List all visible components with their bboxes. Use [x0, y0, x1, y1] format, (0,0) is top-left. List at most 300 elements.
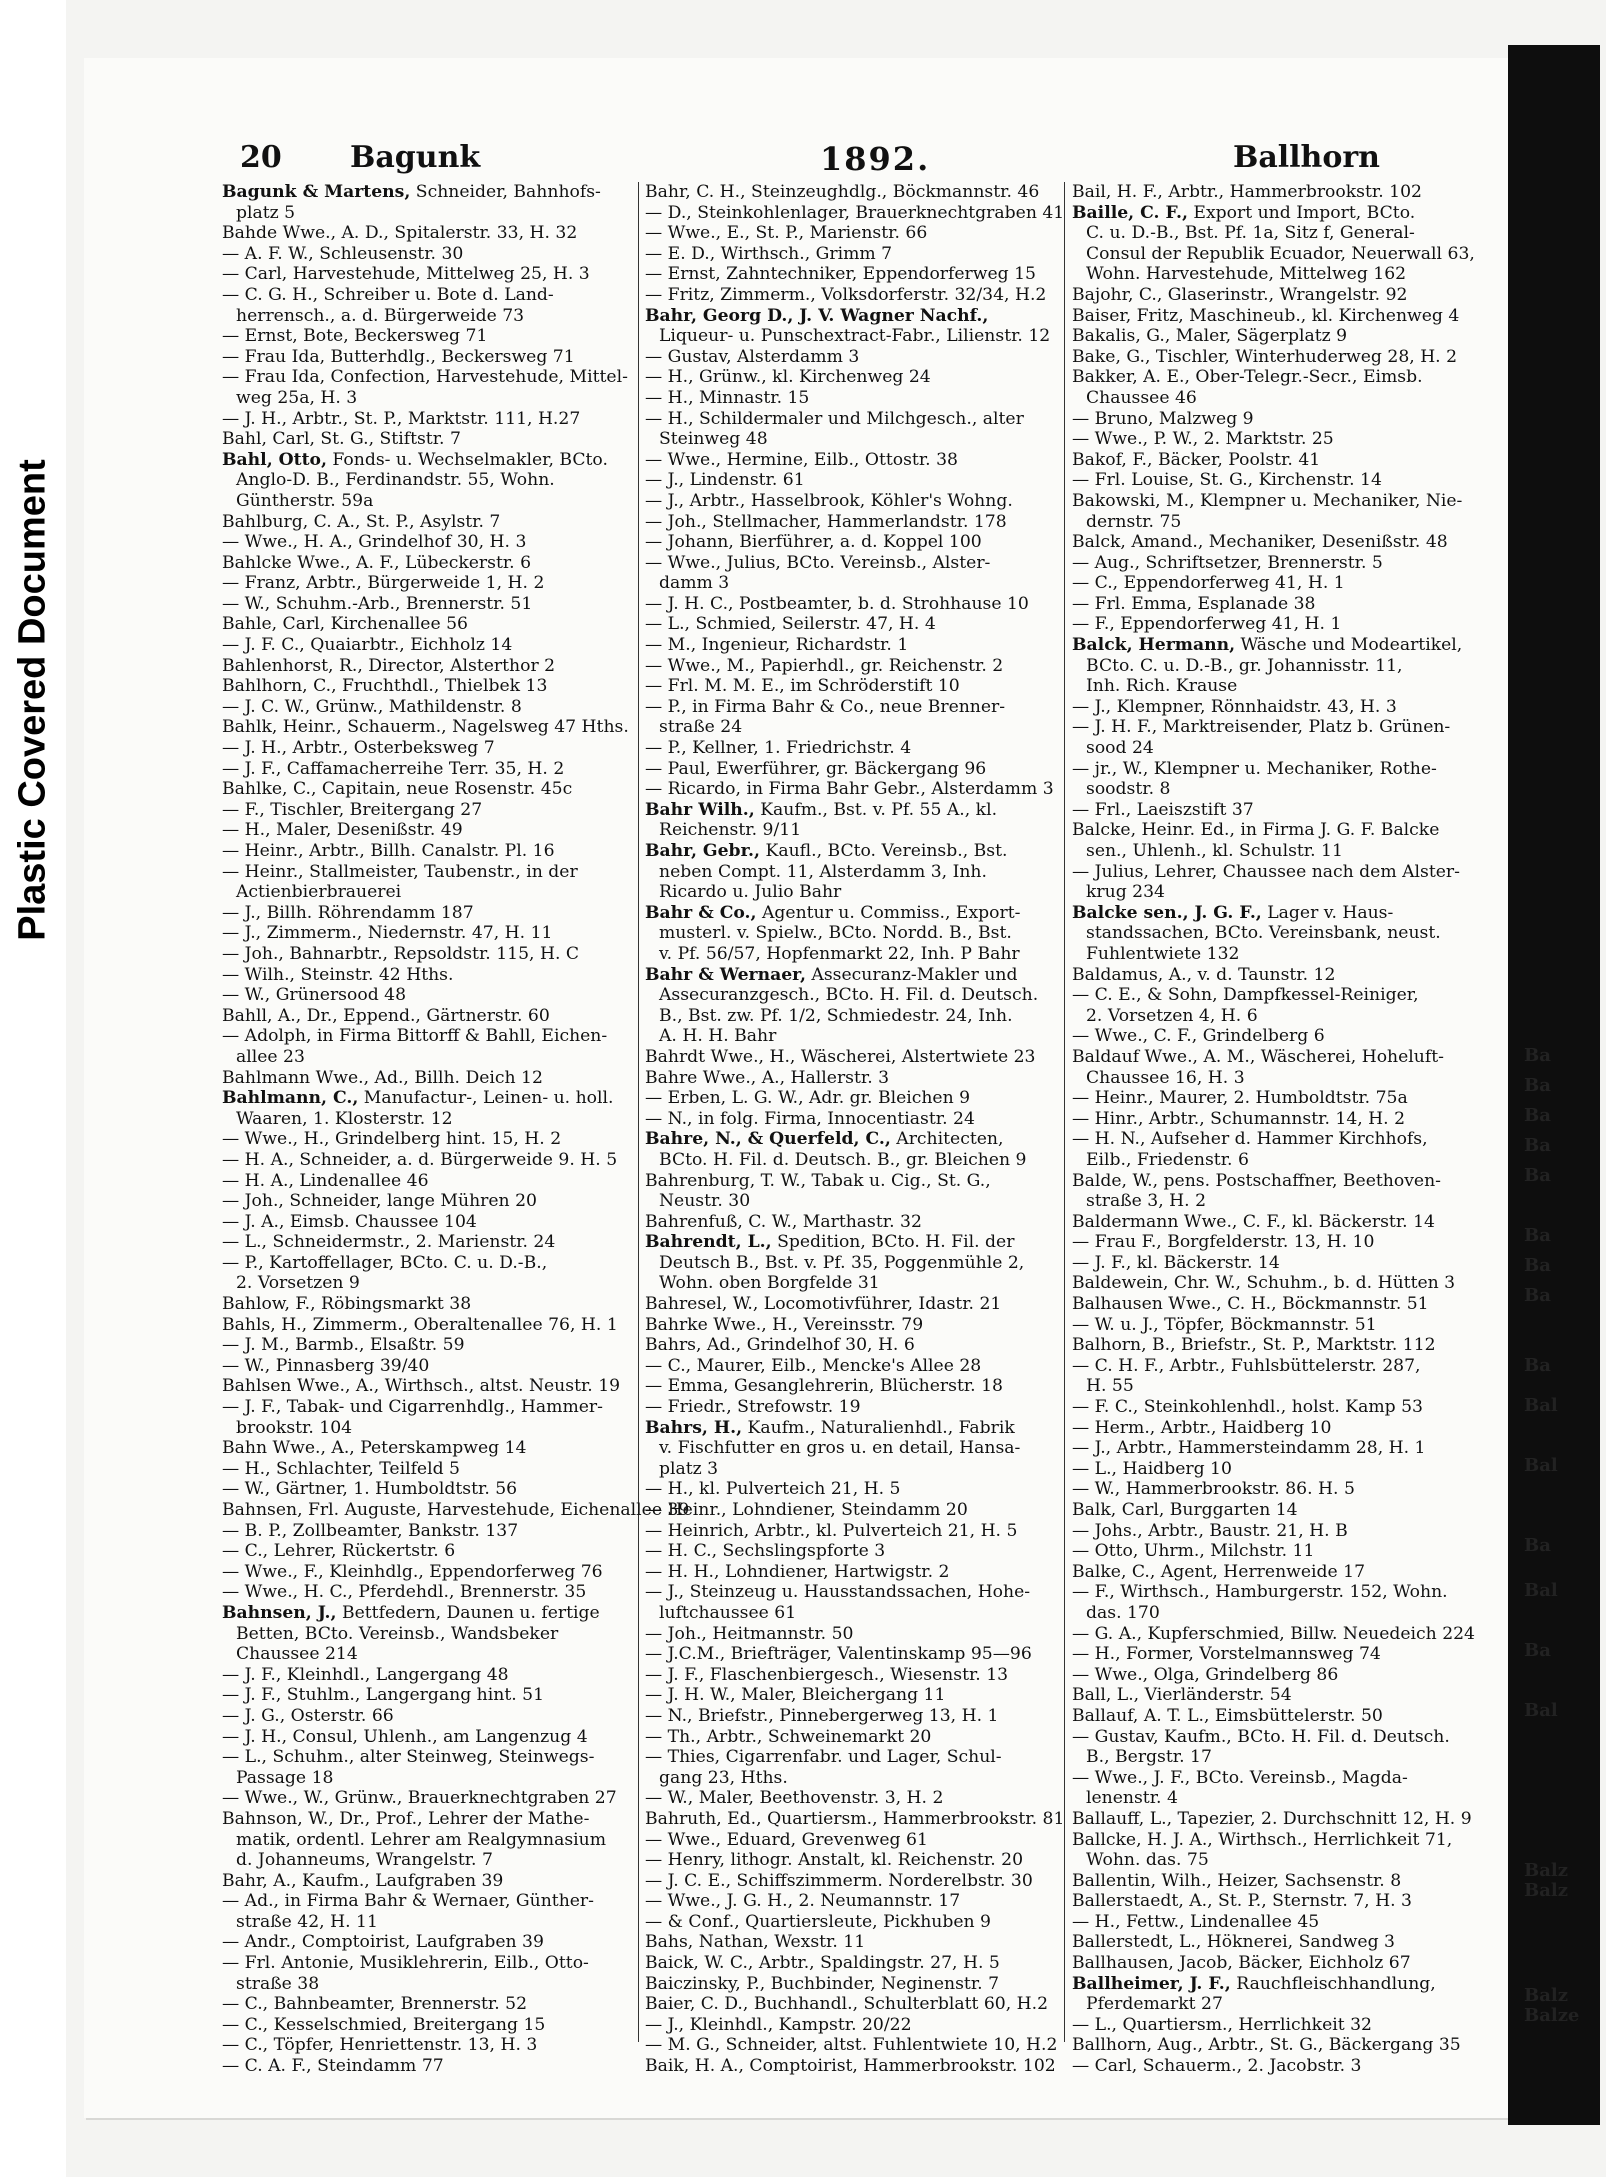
entry-text: allee 23 [236, 1046, 305, 1067]
directory-entry [645, 1582, 1070, 1603]
directory-entry [222, 676, 647, 697]
directory-entry [645, 532, 1070, 553]
entry-text: — Wwe., W., Grünw., Brauerknechtgraben 27 [222, 1788, 617, 1809]
directory-entry [645, 1315, 1070, 1336]
entry-text: Bakker, A. E., Ober-Telegr.-Secr., Eimsb. [1072, 367, 1423, 388]
entry-text: — J., Zimmerm., Niedernstr. 47, H. 11 [222, 923, 553, 944]
directory-entry [645, 285, 1070, 306]
entry-text: — W., Schuhm.-Arb., Brennerstr. 51 [222, 593, 533, 614]
entry-text: Güntherstr. 59a [236, 490, 374, 511]
entry-text: — J. H. C., Postbeamter, b. d. Strohhause 10 [645, 593, 1029, 614]
directory-entry [645, 841, 1070, 862]
directory-entry [222, 1912, 647, 1933]
directory-entry [645, 223, 1070, 244]
directory-entry [645, 1747, 1070, 1768]
entry-text: — Frl. Emma, Esplanade 38 [1072, 593, 1316, 614]
entry-text: Bahresel, W., Locomotivführer, Idastr. 21 [645, 1294, 1002, 1315]
entry-text: Balcke, Heinr. Ed., in Firma J. G. F. Balcke [1072, 820, 1440, 841]
entry-text: Bahre Wwe., A., Hallerstr. 3 [645, 1067, 890, 1088]
directory-entry [645, 450, 1070, 471]
directory-entry [222, 1397, 647, 1418]
entry-text: dernstr. 75 [1086, 511, 1182, 532]
entry-name-bold: Bahr, Gebr., [645, 841, 761, 861]
entry-text: — Wwe., C. F., Grindelberg 6 [1072, 1026, 1325, 1047]
entry-name-bold: Bahl, Otto, [222, 449, 327, 470]
edge-fragment: Bal [1524, 1395, 1558, 1416]
entry-text: — Wwe., H. C., Pferdehdl., Brennerstr. 35 [222, 1582, 587, 1603]
directory-entry [645, 264, 1070, 285]
directory-entry [1072, 2056, 1497, 2077]
directory-entry [222, 759, 647, 780]
entry-text: Bahl, Carl, St. G., Stiftstr. 7 [222, 429, 461, 450]
directory-entry [645, 594, 1070, 615]
entry-text: BCto. H. Fil. d. Deutsch. B., gr. Bleichen 9 [659, 1149, 1027, 1170]
entry-text: — M. G., Schneider, altst. Fuhlentwiete 10, H.2 [645, 2035, 1058, 2056]
entry-text: — Johann, Bierführer, a. d. Koppel 100 [645, 532, 982, 553]
entry-text: Agentur u. Commiss., Export- [756, 902, 1021, 923]
entry-text: Bahrdt Wwe., H., Wäscherei, Alstertwiete 23 [645, 1046, 1036, 1067]
entry-text: Baiczinsky, P., Buchbinder, Neginenstr. 7 [645, 1973, 1000, 1994]
directory-entry [222, 1788, 647, 1809]
directory-entry [222, 635, 647, 656]
entry-text: — J. F., Stuhlm., Langergang hint. 51 [222, 1685, 545, 1706]
entry-text: — J. H. W., Maler, Bleichergang 11 [645, 1685, 946, 1706]
entry-text: — Wilh., Steinstr. 42 Hths. [222, 964, 454, 985]
entry-text: Ball, L., Vierländerstr. 54 [1072, 1685, 1292, 1706]
entry-text: — J. M., Barmb., Elsaßtr. 59 [222, 1335, 465, 1356]
directory-entry [1072, 1047, 1497, 1068]
entry-text: — Ricardo, in Firma Bahr Gebr., Alsterdamm 3 [645, 779, 1054, 800]
directory-entry [1072, 1315, 1497, 1336]
entry-text: — J., Steinzeug u. Hausstandssachen, Hohe- [645, 1582, 1031, 1603]
entry-text: Bahrenfuß, C. W., Marthastr. 32 [645, 1211, 922, 1232]
directory-entry [222, 1026, 647, 1047]
directory-entry [645, 944, 1070, 965]
entry-text: — J. A., Eimsb. Chaussee 104 [222, 1211, 477, 1232]
directory-entry [645, 717, 1070, 738]
entry-text: — L., Schneidermstr., 2. Marienstr. 24 [222, 1232, 556, 1253]
directory-entry [645, 1335, 1070, 1356]
directory-entry [1072, 1232, 1497, 1253]
entry-text: — Wwe., H. A., Grindelhof 30, H. 3 [222, 532, 527, 553]
entry-text: Kaufm., Naturalienhdl., Fabrik [742, 1417, 1015, 1438]
edge-fragment: Ba [1524, 1225, 1551, 1246]
directory-entry [645, 1191, 1070, 1212]
directory-entry [645, 1129, 1070, 1150]
entry-text: — B. P., Zollbeamter, Bankstr. 137 [222, 1520, 519, 1541]
directory-entry [645, 2056, 1070, 2077]
entry-text: Deutsch B., Bst. v. Pf. 35, Poggenmühle 2, [659, 1252, 1025, 1273]
directory-entry [1072, 326, 1497, 347]
entry-text: Assecuranzgesch., BCto. H. Fil. d. Deutsch. [659, 985, 1039, 1006]
directory-entry [222, 1150, 647, 1171]
directory-entry [222, 491, 647, 512]
directory-entry [222, 1521, 647, 1542]
directory-entry [645, 1665, 1070, 1686]
directory-entry [222, 594, 647, 615]
entry-text: Ballcke, H. J. A., Wirthsch., Herrlichkeit 71, [1072, 1829, 1453, 1850]
entry-text: Betten, BCto. Vereinsb., Wandsbeker [236, 1623, 559, 1644]
entry-text: — Ernst, Zahntechniker, Eppendorferweg 15 [645, 264, 1036, 285]
directory-entry [645, 1500, 1070, 1521]
directory-entry [645, 923, 1070, 944]
directory-entry [222, 1088, 647, 1109]
directory-entry [645, 985, 1070, 1006]
directory-entry [222, 429, 647, 450]
edge-fragment: Ba [1524, 1165, 1551, 1186]
entry-text: — Heinr., Arbtr., Billh. Canalstr. Pl. 16 [222, 841, 555, 861]
directory-entry [222, 1171, 647, 1192]
directory-entry [222, 1830, 647, 1851]
entry-text: Baik, H. A., Comptoirist, Hammerbrookstr. 102 [645, 2056, 1056, 2077]
directory-entry [1072, 1171, 1497, 1192]
entry-text: — C. H. F., Arbtr., Fuhlsbüttelerstr. 287, [1072, 1355, 1421, 1376]
directory-entry [1072, 738, 1497, 759]
directory-entry [222, 1356, 647, 1377]
entry-text: sood 24 [1086, 738, 1154, 759]
directory-entry [1072, 203, 1497, 224]
entry-name-bold: Bahr & Wernaer, [645, 964, 806, 985]
directory-entry [1072, 1459, 1497, 1480]
directory-entry [222, 1479, 647, 1500]
directory-entry [645, 1026, 1070, 1047]
directory-entry [1072, 1479, 1497, 1500]
entry-text: — Wwe., J. G. H., 2. Neumannstr. 17 [645, 1891, 961, 1912]
entry-text: damm 3 [659, 573, 730, 594]
directory-entry [222, 1212, 647, 1233]
entry-text: Bahs, Nathan, Wexstr. 11 [645, 1932, 866, 1953]
directory-entry [222, 1315, 647, 1336]
entry-text: Baldamus, A., v. d. Taunstr. 12 [1072, 964, 1336, 985]
directory-entry [222, 244, 647, 265]
directory-entry [1072, 944, 1497, 965]
entry-text: Ricardo u. Julio Bahr [659, 882, 842, 903]
entry-text: Baldewein, Chr. W., Schuhm., b. d. Hütten 3 [1072, 1273, 1456, 1294]
entry-text: — H. A., Schneider, a. d. Bürgerweide 9. H. 5 [222, 1149, 618, 1170]
directory-entry [1072, 1335, 1497, 1356]
entry-text: — F., Tischler, Breitergang 27 [222, 799, 483, 820]
directory-entry [222, 182, 647, 203]
directory-entry [645, 470, 1070, 491]
entry-text: Balke, C., Agent, Herrenweide 17 [1072, 1561, 1366, 1582]
directory-entry [1072, 388, 1497, 409]
entry-text: — Wwe., J. F., BCto. Vereinsb., Magda- [1072, 1767, 1408, 1788]
entry-text: — Heinr., Stallmeister, Taubenstr., in der [222, 861, 578, 882]
entry-text: — C. E., & Sohn, Dampfkessel-Reiniger, [1072, 985, 1419, 1006]
directory-entry [222, 1809, 647, 1830]
directory-entry [645, 2015, 1070, 2036]
entry-text: — J. C. E., Schiffszimmerm. Norderelbstr. 30 [645, 1870, 1033, 1891]
directory-entry [645, 244, 1070, 265]
directory-entry [222, 1603, 647, 1624]
directory-entry [1072, 882, 1497, 903]
entry-text: — Gustav, Kaufm., BCto. H. Fil. d. Deutsch. [1072, 1726, 1450, 1747]
directory-entry [645, 1809, 1070, 1830]
entry-text: — F. C., Steinkohlenhdl., holst. Kamp 53 [1072, 1397, 1423, 1418]
edge-fragment: Ba [1524, 1105, 1551, 1126]
entry-text: — Wwe., P. W., 2. Marktstr. 25 [1072, 429, 1334, 450]
entry-text: straße 24 [659, 717, 743, 738]
edge-fragment: Balz [1524, 1985, 1568, 2006]
entry-text: — Hinr., Arbtr., Schumannstr. 14, H. 2 [1072, 1108, 1406, 1129]
directory-entry [222, 450, 647, 471]
entry-text: B., Bergstr. 17 [1086, 1747, 1212, 1768]
entry-text: Balhorn, B., Briefstr., St. P., Marktstr. 112 [1072, 1335, 1436, 1356]
entry-text: herrensch., a. d. Bürgerweide 73 [236, 305, 525, 326]
entry-text: — Johs., Arbtr., Baustr. 21, H. B [1072, 1520, 1348, 1541]
directory-entry [645, 1788, 1070, 1809]
entry-text: — Gustav, Alsterdamm 3 [645, 346, 860, 367]
directory-entry [1072, 1541, 1497, 1562]
directory-entry [645, 635, 1070, 656]
entry-text: Balck, Amand., Mechaniker, Desenißstr. 48 [1072, 532, 1448, 553]
directory-entry [1072, 1727, 1497, 1748]
directory-entry [222, 1129, 647, 1150]
entry-text: — Friedr., Strefowstr. 19 [645, 1397, 861, 1418]
entry-name-bold: Ballheimer, J. F., [1072, 1973, 1231, 1994]
entry-name-bold: Bahr, Georg D., J. V. Wagner Nachf., [645, 305, 989, 326]
entry-text: Fuhlentwiete 132 [1086, 943, 1240, 964]
directory-entry [222, 573, 647, 594]
directory-entry [1072, 1974, 1497, 1995]
directory-entry [1072, 1788, 1497, 1809]
directory-entry [1072, 800, 1497, 821]
directory-entry [645, 1356, 1070, 1377]
entry-text: Ballhorn, Aug., Arbtr., St. G., Bäckergang 35 [1072, 2035, 1461, 2056]
directory-entry [645, 1068, 1070, 1089]
entry-text: — C., Lehrer, Rückertstr. 6 [222, 1541, 456, 1562]
directory-entry [645, 367, 1070, 388]
entry-text: weg 25a, H. 3 [236, 387, 358, 408]
entry-text: Ballauff, L., Tapezier, 2. Durchschnitt 12, H. 9 [1072, 1808, 1472, 1829]
edge-fragment: Ba [1524, 1255, 1551, 1276]
entry-text: platz 3 [659, 1458, 719, 1479]
directory-entry [222, 1438, 647, 1459]
directory-entry [645, 1871, 1070, 1892]
entry-text: — Frl. M. M. E., im Schröderstift 10 [645, 676, 960, 697]
entry-text: — Fritz, Zimmerm., Volksdorferstr. 32/34, H.2 [645, 284, 1047, 305]
entry-text: — J., Arbtr., Hasselbrook, Köhler's Wohng. [645, 490, 1013, 511]
directory-entry [645, 1891, 1070, 1912]
entry-text: Bahll, A., Dr., Eppend., Gärtnerstr. 60 [222, 1005, 550, 1026]
directory-entry [645, 738, 1070, 759]
entry-text: — D., Steinkohlenlager, Brauerknechtgraben 41 [645, 202, 1065, 223]
entry-text: — Emma, Gesanglehrerin, Blücherstr. 18 [645, 1376, 1003, 1397]
directory-entry [645, 1685, 1070, 1706]
entry-text: Balk, Carl, Burggarten 14 [1072, 1500, 1298, 1520]
entry-text: — Joh., Heitmannstr. 50 [645, 1623, 854, 1644]
entry-text: — H. A., Lindenallee 46 [222, 1170, 429, 1191]
directory-entry [222, 1418, 647, 1439]
directory-entry [1072, 656, 1497, 677]
edge-fragment: Balze [1524, 2005, 1580, 2026]
directory-entry [1072, 244, 1497, 265]
entry-text: — Heinrich, Arbtr., kl. Pulverteich 21, H. 5 [645, 1520, 1018, 1541]
directory-entry [645, 1932, 1070, 1953]
directory-entry [222, 1891, 647, 1912]
directory-entry [645, 1727, 1070, 1748]
entry-text: Baick, W. C., Arbtr., Spaldingstr. 27, H. 5 [645, 1953, 1000, 1974]
entry-text: — J. F., kl. Bäckerstr. 14 [1072, 1252, 1280, 1273]
entry-text: — Paul, Ewerführer, gr. Bäckergang 96 [645, 758, 987, 779]
directory-entry [645, 1768, 1070, 1789]
entry-text: — Wwe., E., St. P., Marienstr. 66 [645, 223, 928, 244]
directory-entry [1072, 779, 1497, 800]
directory-entry [1072, 1871, 1497, 1892]
entry-text: A. H. H. Bahr [659, 1026, 777, 1047]
directory-entry [645, 1006, 1070, 1027]
entry-text: — J. H. F., Marktreisender, Platz b. Grünen- [1072, 717, 1451, 738]
directory-entry [1072, 1356, 1497, 1377]
entry-text: — J. F., Flaschenbiergesch., Wiesenstr. 13 [645, 1664, 1009, 1685]
entry-text: Bahlk, Heinr., Schauerm., Nagelsweg 47 Hths. [222, 717, 629, 738]
entry-text: — J., Billh. Röhrendamm 187 [222, 902, 474, 923]
edge-fragment: Bal [1524, 1455, 1558, 1476]
directory-entry [222, 656, 647, 677]
entry-text: — Carl, Harvestehude, Mittelweg 25, H. 3 [222, 264, 590, 285]
entry-text: — J. F., Kleinhdl., Langergang 48 [222, 1664, 509, 1685]
directory-entry [645, 1418, 1070, 1439]
entry-name-bold: Bahlmann, C., [222, 1088, 359, 1109]
entry-text: Fonds- u. Wechselmakler, BCto. [326, 449, 608, 470]
directory-entry [1072, 1253, 1497, 1274]
entry-text: Architecten, [890, 1129, 1004, 1150]
entry-text: Kaufm., Bst. v. Pf. 55 A., kl. [754, 799, 998, 820]
directory-entry [1072, 1665, 1497, 1686]
entry-text: — C., Maurer, Eilb., Mencke's Allee 28 [645, 1355, 982, 1376]
entry-text: Rauchfleischhandlung, [1230, 1973, 1436, 1994]
directory-entry [222, 1562, 647, 1583]
directory-entry [222, 1747, 647, 1768]
entry-text: Bahlsen Wwe., A., Wirthsch., altst. Neustr. 19 [222, 1376, 621, 1397]
directory-entry [1072, 1088, 1497, 1109]
directory-entry [222, 2015, 647, 2036]
entry-text: — G. A., Kupferschmied, Billw. Neuedeich 224 [1072, 1623, 1475, 1644]
directory-entry [1072, 573, 1497, 594]
entry-text: straße 3, H. 2 [1086, 1191, 1207, 1212]
directory-entry [645, 1706, 1070, 1727]
directory-entry [222, 2056, 647, 2077]
entry-text: — P., Kellner, 1. Friedrichstr. 4 [645, 738, 912, 759]
directory-entry [645, 2035, 1070, 2056]
entry-text: — C. A. F., Steindamm 77 [222, 2056, 444, 2077]
entry-text: Kaufl., BCto. Vereinsb., Bst. [760, 841, 1008, 861]
entry-text: — Aug., Schriftsetzer, Brennerstr. 5 [1072, 552, 1383, 573]
directory-entry [645, 326, 1070, 347]
entry-text: — N., Briefstr., Pinnebergerweg 13, H. 1 [645, 1705, 999, 1726]
entry-text: — Frl. Antonie, Musiklehrerin, Eilb., Otto- [222, 1953, 589, 1974]
entry-text: Bahrke Wwe., H., Vereinsstr. 79 [645, 1314, 924, 1335]
directory-entry [1072, 1129, 1497, 1150]
directory-entry [645, 1562, 1070, 1583]
entry-text: — L., Schuhm., alter Steinweg, Steinwegs- [222, 1747, 595, 1768]
header-year: 1892. [820, 140, 931, 178]
entry-text: — Ad., in Firma Bahr & Wernaer, Günther- [222, 1891, 594, 1912]
directory-entry [1072, 1438, 1497, 1459]
entry-text: Ballerstaedt, A., St. P., Sternstr. 7, H. 3 [1072, 1891, 1412, 1912]
directory-entry [645, 1253, 1070, 1274]
directory-entry [1072, 470, 1497, 491]
directory-entry [222, 1273, 647, 1294]
directory-entry [645, 1479, 1070, 1500]
directory-entry [1072, 1891, 1497, 1912]
directory-entry [222, 1932, 647, 1953]
entry-text: Bahnson, W., Dr., Prof., Lehrer der Mathe- [222, 1808, 590, 1829]
entry-text: musterl. v. Spielw., BCto. Nordd. B., Bst. [659, 923, 1012, 944]
directory-entry [222, 820, 647, 841]
entry-text: Baldauf Wwe., A. M., Wäscherei, Hoheluft- [1072, 1046, 1444, 1067]
entry-text: 2. Vorsetzen 4, H. 6 [1086, 1005, 1258, 1026]
entry-text: — J. F. C., Quaiarbtr., Eichholz 14 [222, 635, 513, 656]
directory-entry [645, 573, 1070, 594]
directory-entry [222, 1294, 647, 1315]
entry-text: — Carl, Schauerm., 2. Jacobstr. 3 [1072, 2056, 1362, 2077]
directory-entry [1072, 223, 1497, 244]
entry-text: Pferdemarkt 27 [1086, 1994, 1223, 2015]
directory-entry [1072, 1068, 1497, 1089]
entry-text: Waaren, 1. Klosterstr. 12 [236, 1108, 453, 1129]
directory-entry [645, 182, 1070, 203]
entry-text: — J. C. W., Grünw., Mathildenstr. 8 [222, 696, 522, 717]
side-label-strip [0, 0, 66, 2177]
directory-entry [222, 965, 647, 986]
entry-text: C. u. D.-B., Bst. Pf. 1a, Sitz f, General- [1086, 223, 1415, 244]
entry-text: Bajohr, C., Glaserinstr., Wrangelstr. 92 [1072, 284, 1408, 305]
entry-text: Neustr. 30 [659, 1191, 751, 1212]
entry-text: Bahrenburg, T. W., Tabak u. Cig., St. G., [645, 1170, 991, 1191]
directory-entry [222, 1541, 647, 1562]
entry-text: Wäsche und Modeartikel, [1235, 635, 1463, 656]
entry-text: brookstr. 104 [236, 1417, 353, 1438]
entry-text: Liqueur- u. Punschextract-Fabr., Lilienstr. 12 [659, 326, 1051, 347]
entry-text: Export und Import, BCto. [1187, 202, 1416, 223]
directory-entry [1072, 347, 1497, 368]
entry-text: — Joh., Stellmacher, Hammerlandstr. 178 [645, 511, 1007, 532]
entry-text: — H. H., Lohndiener, Hartwigstr. 2 [645, 1561, 950, 1582]
entry-text: Actienbierbrauerei [236, 882, 402, 903]
entry-text: — H. C., Sechslingspforte 3 [645, 1541, 886, 1562]
directory-entry [645, 1397, 1070, 1418]
directory-entry [645, 512, 1070, 533]
directory-entry [222, 862, 647, 883]
directory-entry [222, 903, 647, 924]
directory-entry [1072, 1191, 1497, 1212]
directory-entry [1072, 1953, 1497, 1974]
next-page-edge [1520, 90, 1606, 2090]
directory-entry [645, 862, 1070, 883]
entry-text: — H. N., Aufseher d. Hammer Kirchhofs, [1072, 1129, 1428, 1150]
entry-text: B., Bst. zw. Pf. 1/2, Schmiedestr. 24, Inh. [659, 1005, 1013, 1026]
directory-entry [222, 367, 647, 388]
header-right-keyword: Ballhorn [1232, 140, 1380, 175]
directory-entry [1072, 306, 1497, 327]
directory-entry [222, 717, 647, 738]
directory-entry [1072, 1294, 1497, 1315]
directory-entry [222, 2035, 647, 2056]
entry-text: — J. H., Arbtr., St. P., Marktstr. 111, H.27 [222, 408, 581, 429]
directory-entry [645, 759, 1070, 780]
directory-entry [1072, 1500, 1497, 1521]
directory-entry [1072, 1582, 1497, 1603]
entry-text: — Frl. Louise, St. G., Kirchenstr. 14 [1072, 470, 1382, 491]
entry-text: — Heinr., Maurer, 2. Humboldtstr. 75a [1072, 1088, 1408, 1109]
entry-text: — F., Wirthsch., Hamburgerstr. 152, Wohn. [1072, 1582, 1448, 1603]
edge-fragment: Bal [1524, 1700, 1558, 1721]
entry-text: — J. H., Consul, Uhlenh., am Langenzug 4 [222, 1726, 588, 1747]
directory-entry [1072, 1809, 1497, 1830]
entry-text: Bahruth, Ed., Quartiersm., Hammerbrookstr. 81 [645, 1808, 1065, 1829]
directory-entry [1072, 1994, 1497, 2015]
